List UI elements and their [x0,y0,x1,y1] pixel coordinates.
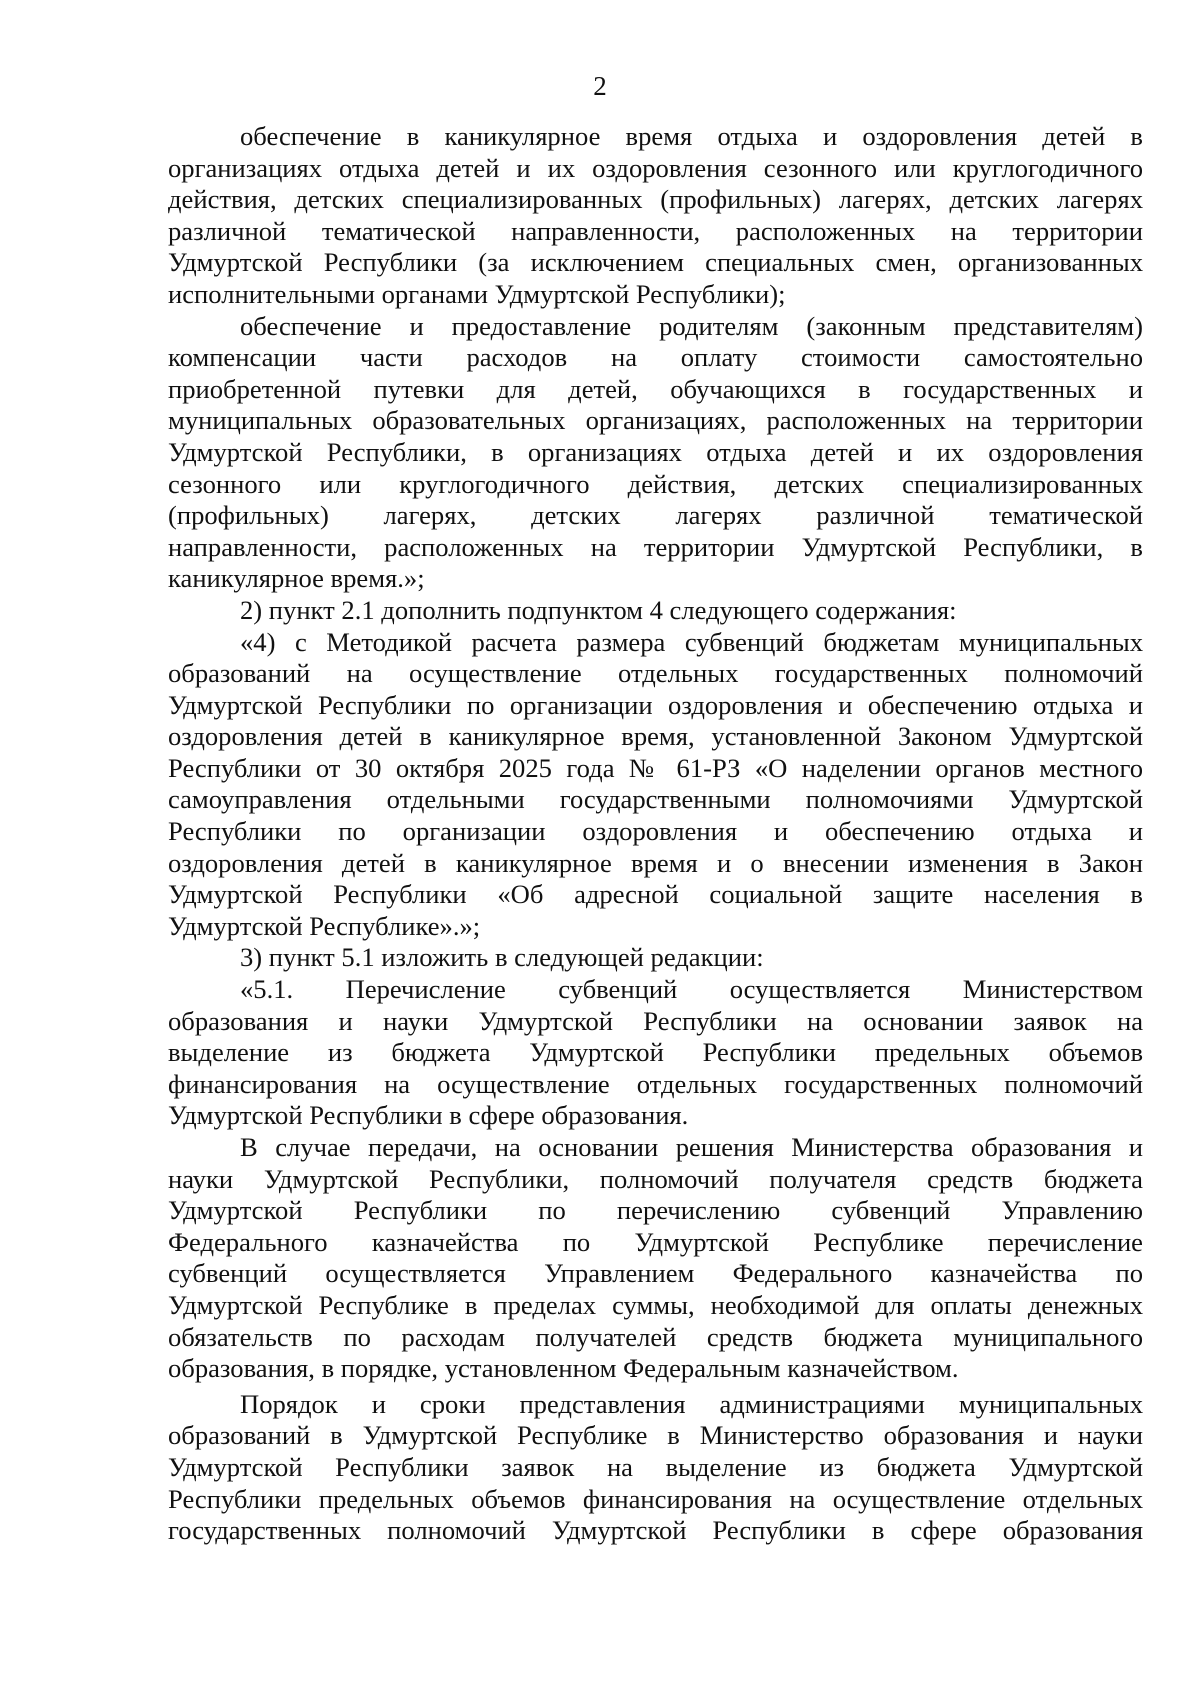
text-line: организациях отдыха детей и их оздоровления сезонного или круглогодичного [168,152,1143,183]
text-line: Удмуртской Республики по организации оздоровления и обеспечению отдыха и [168,689,1143,720]
text-line: Республики по организации оздоровления и обеспечению отдыха и [168,816,1143,847]
text-line: сезонного или круглогодичного действия, детских специализированных [168,468,1143,499]
text-line: государственных полномочий Удмуртской Республики в сфере образования [168,1515,1143,1546]
text-line: компенсации части расходов на оплату стоимости самостоятельно [168,342,1143,373]
text-line: 3) пункт 5.1 изложить в следующей редакции: [240,942,764,973]
text-line: субвенций осуществляется Управлением Федерального казначейства по [168,1258,1143,1289]
text-line: приобретенной путевки для детей, обучающихся в государственных и [168,373,1143,404]
text-line: самоуправления отдельными государственными полномочиями Удмуртской [168,784,1143,815]
text-line: оздоровления детей в каникулярное время, установленной Законом Удмуртской [168,721,1143,752]
text-line: Республики предельных объемов финансирования на осуществление отдельных [168,1483,1143,1514]
text-line: Удмуртской Республики «Об адресной социальной защите населения в [168,879,1143,910]
text-line: «4) с Методикой расчета размера субвенций бюджетам муниципальных [240,626,1143,657]
text-line: Федерального казначейства по Удмуртской Республике перечисление [168,1226,1143,1257]
page-number: 2 [593,71,607,101]
text-line: обеспечение и предоставление родителям (законным представителям) [240,310,1143,341]
text-line: (профильных) лагерях, детских лагерях различной тематической [168,500,1143,531]
text-line: финансирования на осуществление отдельных государственных полномочий [168,1068,1143,1099]
text-line: Удмуртской Республики, в организациях отдыха детей и их оздоровления [168,436,1143,467]
text-line: муниципальных образовательных организациях, расположенных на территории [168,405,1143,436]
text-line: Республики от 30 октября 2025 года № 61-РЗ «О наделении органов местного [168,752,1143,783]
text-line: науки Удмуртской Республики, полномочий получателя средств бюджета [168,1163,1143,1194]
text-line: выделение из бюджета Удмуртской Республики предельных объемов [168,1037,1143,1068]
text-line: направленности, расположенных на территории Удмуртской Республики, в [168,531,1143,562]
text-line: действия, детских специализированных (профильных) лагерях, детских лагерях [168,184,1143,215]
text-line: каникулярное время.»; [168,563,425,594]
text-line: образований в Удмуртской Республике в Министерство образования и науки [168,1420,1143,1451]
text-line: различной тематической направленности, расположенных на территории [168,215,1143,246]
text-line: обеспечение в каникулярное время отдыха и оздоровления детей в [240,121,1143,151]
document-body [168,121,1143,1547]
text-line: Удмуртской Республике».»; [168,910,481,941]
text-line: обязательств по расходам получателей средств бюджета муниципального [168,1321,1143,1352]
text-line: Порядок и сроки представления администрациями муниципальных [240,1388,1143,1419]
text-line: Удмуртской Республики (за исключением специальных смен, организованных [168,247,1143,278]
text-line: Удмуртской Республике в пределах суммы, необходимой для оплаты денежных [168,1289,1143,1320]
text-line: Удмуртской Республики по перечислению субвенций Управлению [168,1195,1143,1226]
text-line: Удмуртской Республики в сфере образования. [168,1100,689,1131]
text-line: образования и науки Удмуртской Республики на основании заявок на [168,1005,1143,1036]
text-line: оздоровления детей в каникулярное время и о внесении изменения в Закон [168,847,1143,878]
text-line: Удмуртской Республики заявок на выделение из бюджета Удмуртской [168,1451,1143,1482]
text-line: образований на осуществление отдельных государственных полномочий [168,658,1143,689]
text-line: исполнительными органами Удмуртской Республики); [168,278,786,309]
text-line: образования, в порядке, установленном Федеральным казначейством. [168,1353,959,1384]
text-line: 2) пункт 2.1 дополнить подпунктом 4 следующего содержания: [240,594,957,625]
text-line: «5.1. Перечисление субвенций осуществляется Министерством [240,974,1143,1005]
text-line: В случае передачи, на основании решения Министерства образования и [240,1132,1143,1162]
